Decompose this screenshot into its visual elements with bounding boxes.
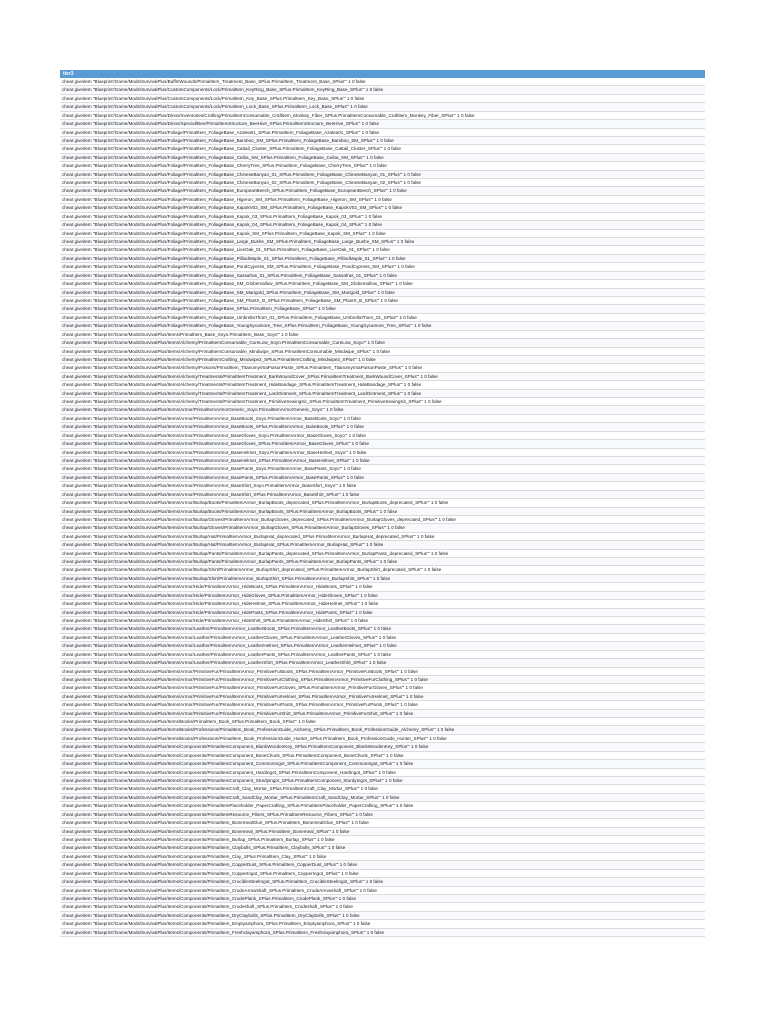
table-row[interactable]: cheat giveitem "Blueprint'/Game/Mods/SurvivalPlus/Items/Components/PrimalItem_Freshclayamphora_SPlus.PrimalItem_Freshclayamphora_SPlus'" 1 0 false [60,929,705,937]
table-row[interactable]: cheat giveitem "Blueprint'/Game/Mods/SurvivalPlus/Items/Armor/PrimitiveFur/PrimalItemArmor_PrimitiveFurGloves_SPlus.PrimalItemArmor_PrimitiveFurGloves_SPlus'" 1 0 false [60,684,705,692]
table-row[interactable]: cheat giveitem "Blueprint'/Game/Mods/SurvivalPlus/Foliage/PrimalItem_FoliageBase_SPlus.PrimalItem_FoliageBase_SPlus'" 1 0 false [60,305,705,313]
table-row[interactable]: cheat giveitem "Blueprint'/Game/Mods/SurvivalPlus/Items/Armor/Burlap/Boots/PrimalItemArmor_BurlapBoots_SPlus.PrimalItemArmor_BurlapBoots_SPlus'" 1 0 false [60,508,705,516]
table-row[interactable]: cheat giveitem "Blueprint'/Game/Mods/SurvivalPlus/CustomComponents/Lock/PrimalItem_KeyRing_Base_SPlus.PrimalItem_KeyRing_Base_SPlus'" 1 0 false [60,86,705,94]
table-row[interactable]: cheat giveitem "Blueprint'/Game/Mods/SurvivalPlus/Items/Components/PrimalItem_Clay_SPlus.PrimalItem_Clay_SPlus'" 1 0 false [60,853,705,861]
table-row[interactable]: cheat giveitem "Blueprint'/Game/Mods/SurvivalPlus/Foliage/PrimalItem_FoliageBase_Kapok_SM_SPlus.PrimalItem_FoliageBase_Kapok_SM_SPlus'" 1 0 false [60,230,705,238]
table-row[interactable]: cheat giveitem "Blueprint'/Game/Mods/SurvivalPlus/Items/Components/PrimalItem_CrudeArrowshaft_SPlus.PrimalItem_CrudeArrowshaft_SPlus'" 1 0 false [60,887,705,895]
table-row[interactable]: cheat giveitem "Blueprint'/Game/Mods/SurvivalPlus/Items/Armor/Leather/PrimalItemArmor_LeatherBoots_SPlus.PrimalItemArmor_LeatherBoots_SPlus'" 1 0 false [60,625,705,633]
table-row[interactable]: cheat giveitem "Blueprint'/Game/Mods/SurvivalPlus/Items/Armor/PrimalItemArmor_BaseShirt_SPlus.PrimalItemArmor_BaseShirt_SPlus'" 1 0 false [60,491,705,499]
table-row[interactable]: cheat giveitem "Blueprint'/Game/Mods/SurvivalPlus/Items/Armor/PrimalItemArmor_BaseHelmet_Soyo.PrimalItemArmor_BaseHelmet_Soyo'" 1 0 false [60,449,705,457]
table-row[interactable]: cheat giveitem "Blueprint'/Game/Mods/SurvivalPlus/Foliage/PrimalItem_FoliageBase_Cattail_Cluster_SPlus.PrimalItem_FoliageBase_Cattail_Cluster_SPlus'" 1 0 false [60,145,705,153]
table-row[interactable]: cheat giveitem "Blueprint'/Game/Mods/SurvivalPlus/Items/Armor/PrimalItemArmor_BaseGloves_Soyo.PrimalItemArmor_BaseGloves_Soyo'" 1 0 false [60,432,705,440]
table-row[interactable]: cheat giveitem "Blueprint'/Game/Mods/SurvivalPlus/Items/Components/PrimalItem_Bonemeal_SPlus.PrimalItem_Bonemeal_SPlus'" 1 0 false [60,828,705,836]
table-row[interactable]: cheat giveitem "Blueprint'/Game/Mods/SurvivalPlus/Items/Armor/Leather/PrimalItemArmor_LeatherHelmet_SPlus.PrimalItemArmor_LeatherHelmet_SPlus'" 1 0 false [60,642,705,650]
table-row[interactable]: cheat giveitem "Blueprint'/Game/Mods/SurvivalPlus/Foliage/PrimalItem_FoliageBase_Kapok_04_SPlus.PrimalItem_FoliageBase_Kapok_04_SPlus'" 1 0 false [60,221,705,229]
table-row[interactable]: cheat giveitem "Blueprint'/Game/Mods/SurvivalPlus/Foliage/PrimalItem_FoliageBase_SM_PlantX_B_SPlus.PrimalItem_FoliageBase_SM_PlantX_B_SPlus'" 1 0 false [60,297,705,305]
table-row[interactable]: cheat giveitem "Blueprint'/Game/Mods/SurvivalPlus/CustomComponents/Lock/PrimalItem_Lock_Base_SPlus.PrimalItem_Lock_Base_SPlus'" 1 0 false [60,103,705,111]
row-list [60,78,705,937]
table-row[interactable]: cheat giveitem "Blueprint'/Game/Mods/SurvivalPlus/Items/Armor/PrimitiveFur/PrimalItemArmor_PrimitiveFurBoots_SPlus.PrimalItemArmor_PrimitiveFurBoots_SPlus'" 1 0 false [60,668,705,676]
table-row[interactable]: cheat giveitem "Blueprint'/Game/Mods/SurvivalPlus/Foliage/PrimalItem_FoliageBase_SM_Marigold_SPlus.PrimalItem_FoliageBase_SM_Marigold_SPlus'" 1 0 false [60,289,705,297]
table-row[interactable]: cheat giveitem "Blueprint'/Game/Mods/SurvivalPlus/Items/Armor/Hide/PrimalItemArmor_HideGloves_SPlus.PrimalItemArmor_HideGloves_SPlus'" 1 0 false [60,592,705,600]
table-row[interactable]: cheat giveitem "Blueprint'/Game/Mods/SurvivalPlus/Items/Components/PrimalItem_CopperIngot_SPlus.PrimalItem_CopperIngot_SPlus'" 1 0 false [60,870,705,878]
table-row[interactable]: cheat giveitem "Blueprint'/Game/Mods/SurvivalPlus/Items/Armor/PrimalItemArmor_BaseHelmet_SPlus.PrimalItemArmor_BaseHelmet_SPlus'" 1 0 false [60,457,705,465]
table-row[interactable]: cheat giveitem "Blueprint'/Game/Mods/SurvivalPlus/Items/Armor/PrimalItemArmor_BaseBoots_Soyo.PrimalItemArmor_BaseBoots_Soyo'" 1 0 false [60,415,705,423]
table-row[interactable]: cheat giveitem "Blueprint'/Game/Mods/SurvivalPlus/Items/Alchemy/Treatments/PrimalItemTreatment_BarkWoundCover_SPlus.PrimalItemTreatment_BarkWoundCover_SPlus'" 1 0 false [60,373,705,381]
table-row[interactable]: cheat giveitem "Blueprint'/Game/Mods/SurvivalPlus/Items/Armor/PrimitiveFur/PrimalItemArmor_PrimitiveFurHelmet_SPlus.PrimalItemArmor_PrimitiveFurHelmet_SPlus'" 1 0 false [60,693,705,701]
table-row[interactable]: cheat giveitem "Blueprint'/Game/Mods/SurvivalPlus/Dinos/Inventories/Crafting/PrimalItemConsumable_Craftitem_Monkey_Fiber_SPlus.PrimalItemConsumable_Craftitem_Monkey_Fiber_SPlus'" 1 0 false [60,112,705,120]
table-row[interactable]: cheat giveitem "Blueprint'/Game/Mods/SurvivalPlus/Foliage/PrimalItem_FoliageBase_PondCypress_SM_SPlus.PrimalItem_FoliageBase_PondCypress_SM_SPlus'" 1 0 false [60,263,705,271]
table-row[interactable]: cheat giveitem "Blueprint'/Game/Mods/SurvivalPlus/Items/Armor/Hide/PrimalItemArmor_HideShirt_SPlus.PrimalItemArmor_HideShirt_SPlus'" 1 0 false [60,617,705,625]
table-row[interactable]: cheat giveitem "Blueprint'/Game/Mods/SurvivalPlus/CustomComponents/Lock/PrimalItem_Key_Base_SPlus.PrimalItem_Key_Base_SPlus'" 1 0 false [60,95,705,103]
table-row[interactable]: cheat giveitem "Blueprint'/Game/Mods/SurvivalPlus/Items/Armor/Burlap/Pants/PrimalItemArmor_BurlapPants_deprecated_SPlus.PrimalItemArmor_BurlapPants_deprecated_SPlus'" 1 0 false [60,550,705,558]
table-row[interactable]: cheat giveitem "Blueprint'/Game/Mods/SurvivalPlus/Items/Components/PrimalItemCraft_Clay_Mortar_SPlus.PrimalItemCraft_Clay_Mortar_SPlus'" 1 0 false [60,785,705,793]
table-row[interactable]: cheat giveitem "Blueprint'/Game/Mods/SurvivalPlus/Items/Armor/PrimitiveFur/PrimalItemArmor_PrimitiveFurClothing_SPlus.PrimalItemArmor_PrimitiveFurClothing_SPlus'" 1 0 false [60,676,705,684]
table-row[interactable]: cheat giveitem "Blueprint'/Game/Mods/SurvivalPlus/Foliage/PrimalItem_FoliageBase_YoungSycamore_Tree_SPlus.PrimalItem_FoliageBase_YoungSycamore_Tree_SPlus'" 1 0 false [60,322,705,330]
table-row[interactable]: cheat giveitem "Blueprint'/Game/Mods/SurvivalPlus/Items/Books/Professions/PrimalItem_Book_ProfessionGuide_Hunter_SPlus.PrimalItem_Book_ProfessionGuide_Hunter_SPlus'" 1 0 false [60,735,705,743]
table-row[interactable]: cheat giveitem "Blueprint'/Game/Mods/SurvivalPlus/Foliage/PrimalItem_FoliageBase_Bamboo_SM_SPlus.PrimalItem_FoliageBase_Bamboo_SM_SPlus'" 1 0 false [60,137,705,145]
table-row[interactable]: cheat giveitem "Blueprint'/Game/Mods/SurvivalPlus/Items/Armor/Burlap/Shirt/PrimalItemArmor_BurlapShirt_deprecated_SPlus.PrimalItemArmor_BurlapShirt_deprecated_SPlus'" 1 0 false [60,566,705,574]
table-row[interactable]: cheat giveitem "Blueprint'/Game/Mods/SurvivalPlus/Items/Alchemy/Treatments/PrimalItemTreatment_PrimitiveSewingKit_SPlus.PrimalItemTreatment_PrimitiveSewingKit_SPlus'" 1 0 false [60,398,705,406]
table-row[interactable]: cheat giveitem "Blueprint'/Game/Mods/SurvivalPlus/Foliage/PrimalItem_FoliageBase_Large_Bushe_SM_SPlus.PrimalItem_FoliageBase_Large_Bushe_SM_SPlus'" 1 0 false [60,238,705,246]
table-row[interactable]: cheat giveitem "Blueprint'/Game/Mods/SurvivalPlus/Foliage/PrimalItem_FoliageBase_Ceiba_SM_SPlus.PrimalItem_FoliageBase_Ceiba_SM_SPlus'" 1 0 false [60,154,705,162]
table-row[interactable]: cheat giveitem "Blueprint'/Game/Mods/SurvivalPlus/Items/Components/PrimalItem_Claybolls_SPlus.PrimalItem_Claybolls_SPlus'" 1 0 false [60,844,705,852]
table-row[interactable]: cheat giveitem "Blueprint'/Game/Mods/SurvivalPlus/Items/Components/PrimalItem_BonemealGlue_SPlus.PrimalItem_BonemealGlue_SPlus'" 1 0 false [60,819,705,827]
table-row[interactable]: cheat giveitem "Blueprint'/Game/Mods/SurvivalPlus/Foliage/PrimalItem_FoliageBase_SM_Globemallow_SPlus.PrimalItem_FoliageBase_SM_Globemallow_SPlus'" 1 0 false [60,280,705,288]
table-row[interactable]: cheat giveitem "Blueprint'/Game/Mods/SurvivalPlus/Buffs/Wounds/PrimalItem_Treatment_Base_SPlus.PrimalItem_Treatment_Base_SPlus'" 1 0 false [60,78,705,86]
table-row[interactable]: cheat giveitem "Blueprint'/Game/Mods/SurvivalPlus/Foliage/PrimalItem_FoliageBase_LiveOak_01_SPlus.PrimalItem_FoliageBase_LiveOak_01_SPlus'" 1 0 false [60,246,705,254]
table-row[interactable]: cheat giveitem "Blueprint'/Game/Mods/SurvivalPlus/Items/PrimalItem_Base_Soyo.PrimalItem_Base_Soyo'" 1 0 false [60,331,705,339]
table-row[interactable]: cheat giveitem "Blueprint'/Game/Mods/SurvivalPlus/Items/Alchemy/Treatments/PrimalItemTreatment_LardOintment_SPlus.PrimalItemTreatment_LardOintment_SPlus'" 1 0 false [60,390,705,398]
column-header[interactable]: tier3 [60,70,705,78]
table-row[interactable]: cheat giveitem "Blueprint'/Game/Mods/SurvivalPlus/Items/Armor/Burlap/Pants/PrimalItemArmor_BurlapPants_SPlus.PrimalItemArmor_BurlapPants_SPlus'" 1 0 false [60,558,705,566]
table-row[interactable]: cheat giveitem "Blueprint'/Game/Mods/SurvivalPlus/Foliage/PrimalItem_FoliageBase_CherryTree_SPlus.PrimalItem_FoliageBase_CherryTree_SPlus'" 1 0 false [60,162,705,170]
spreadsheet [60,70,705,937]
table-row[interactable]: cheat giveitem "Blueprint'/Game/Mods/SurvivalPlus/Items/Armor/PrimalItemArmor_BaseGloves_SPlus.PrimalItemArmor_BaseGloves_SPlus'" 1 0 false [60,440,705,448]
table-row[interactable]: cheat giveitem "Blueprint'/Game/Mods/SurvivalPlus/Foliage/PrimalItem_FoliageBase_PilliodMaple_01_SPlus.PrimalItem_FoliageBase_PilliodMaple_01_SPlus'" 1 0 false [60,255,705,263]
table-row[interactable]: cheat giveitem "Blueprint'/Game/Mods/SurvivalPlus/Items/Armor/Burlap/Shirt/PrimalItemArmor_BurlapShirt_SPlus.PrimalItemArmor_BurlapShirt_SPlus'" 1 0 false [60,575,705,583]
table-row[interactable]: cheat giveitem "Blueprint'/Game/Mods/SurvivalPlus/Foliage/PrimalItem_FoliageBase_EuropeanBeech_SPlus.PrimalItem_FoliageBase_EuropeanBeech_SPlus'" 1 0 false [60,187,705,195]
table-row[interactable]: cheat giveitem "Blueprint'/Game/Mods/SurvivalPlus/Items/Components/PrimalItemComponent_SturdyIngot_SPlus.PrimalItemComponent_SturdyIngot_SPlus'" 1 0 false [60,777,705,785]
table-row[interactable]: cheat giveitem "Blueprint'/Game/Mods/SurvivalPlus/Items/Alchemy/PrimalItemConsumable_Mindwipe_SPlus.PrimalItemConsumable_Mindwipe_SPlus'" 1 0 false [60,348,705,356]
table-row[interactable]: cheat giveitem "Blueprint'/Game/Mods/SurvivalPlus/Items/Components/PrimalItemComponent_HardIngot_SPlus.PrimalItemComponent_HardIngot_SPlus'" 1 0 false [60,769,705,777]
table-row[interactable]: cheat giveitem "Blueprint'/Game/Mods/SurvivalPlus/Items/Armor/Hide/PrimalItemArmor_HidePants_SPlus.PrimalItemArmor_HidePants_SPlus'" 1 0 false [60,609,705,617]
table-row[interactable]: cheat giveitem "Blueprint'/Game/Mods/SurvivalPlus/Items/Components/PrimalItemComponent_CommonIngot_SPlus.PrimalItemComponent_CommonIngot_SPlus'" 1 0 false [60,760,705,768]
table-row[interactable]: cheat giveitem "Blueprint'/Game/Mods/SurvivalPlus/Items/Armor/PrimalItemArmor_BaseBoots_SPlus.PrimalItemArmor_BaseBoots_SPlus'" 1 0 false [60,423,705,431]
table-row[interactable]: cheat giveitem "Blueprint'/Game/Mods/SurvivalPlus/Items/Alchemy/Poisons/PrimalItem_TitanomyrmaPoisonPaste_SPlus.PrimalItem_TitanomyrmaPoisonPaste_SPlus'" 1 0 false [60,364,705,372]
table-row[interactable]: cheat giveitem "Blueprint'/Game/Mods/SurvivalPlus/Items/Components/PrimalItem_CrudePlank_SPlus.PrimalItem_CrudePlank_SPlus'" 1 0 false [60,895,705,903]
table-row[interactable]: cheat giveitem "Blueprint'/Game/Mods/SurvivalPlus/Items/Components/PrimalItem_Burlap_SPlus.PrimalItem_Burlap_SPlus'" 1 0 false [60,836,705,844]
table-row[interactable]: cheat giveitem "Blueprint'/Game/Mods/SurvivalPlus/Items/Armor/PrimitiveFur/PrimalItemArmor_PrimitiveFurPants_SPlus.PrimalItemArmor_PrimitiveFurPants_SPlus'" 1 0 false [60,701,705,709]
table-row[interactable]: cheat giveitem "Blueprint'/Game/Mods/SurvivalPlus/Items/Books/Professions/PrimalItem_Book_ProfessionGuide_Alchemy_SPlus.PrimalItem_Book_ProfessionGuide_Alchemy_SPlus'" 1 0 false [60,726,705,734]
table-row[interactable]: cheat giveitem "Blueprint'/Game/Mods/SurvivalPlus/Items/Components/PrimalItemResource_Fibers_SPlus.PrimalItemResource_Fibers_SPlus'" 1 0 false [60,811,705,819]
table-row[interactable]: cheat giveitem "Blueprint'/Game/Mods/SurvivalPlus/Items/Armor/PrimalItemArmor_BasePants_Soyo.PrimalItemArmor_BasePants_Soyo'" 1 0 false [60,465,705,473]
table-row[interactable]: cheat giveitem "Blueprint'/Game/Mods/SurvivalPlus/Items/Armor/Burlap/Hat/PrimalItemArmor_BurlapHat_deprecated_SPlus.PrimalItemArmor_BurlapHat_deprecated_SPlus'" 1 0 false [60,533,705,541]
table-row[interactable]: cheat giveitem "Blueprint'/Game/Mods/SurvivalPlus/Items/Armor/Burlap/Boots/PrimalItemArmor_BurlapBoots_deprecated_SPlus.PrimalItemArmor_BurlapBoots_deprecated_SPlus'" 1 0 false [60,499,705,507]
table-row[interactable]: cheat giveitem "Blueprint'/Game/Mods/SurvivalPlus/Foliage/PrimalItem_FoliageBase_Higeron_SM_SPlus.PrimalItem_FoliageBase_Higeron_SM_SPlus'" 1 0 false [60,196,705,204]
table-row[interactable]: cheat giveitem "Blueprint'/Game/Mods/SurvivalPlus/Items/Armor/Burlap/Gloves/PrimalItemArmor_BurlapGloves_SPlus.PrimalItemArmor_BurlapGloves_SPlus'" 1 0 false [60,524,705,532]
table-row[interactable]: cheat giveitem "Blueprint'/Game/Mods/SurvivalPlus/Items/Armor/PrimalItemArmor_BasePants_SPlus.PrimalItemArmor_BasePants_SPlus'" 1 0 false [60,474,705,482]
table-row[interactable]: cheat giveitem "Blueprint'/Game/Mods/SurvivalPlus/Items/Components/PrimalItem_Crudeshaft_SPlus.PrimalItem_Crudeshaft_SPlus'" 1 0 false [60,903,705,911]
table-row[interactable]: cheat giveitem "Blueprint'/Game/Mods/SurvivalPlus/Foliage/PrimalItem_FoliageBase_ChineseBanyan_02_SPlus.PrimalItem_FoliageBase_ChineseBanyan_02_SPlus'" 1 0 false [60,179,705,187]
table-row[interactable]: cheat giveitem "Blueprint'/Game/Mods/SurvivalPlus/Items/Components/PrimalItem_CrucibleSteelIngot_SPlus.PrimalItem_CrucibleSteelIngot_SPlus'" 1 0 false [60,878,705,886]
table-row[interactable]: cheat giveitem "Blueprint'/Game/Mods/SurvivalPlus/Items/Components/PrimalItem_CopperDust_SPlus.PrimalItem_CopperDust_SPlus'" 1 0 false [60,861,705,869]
table-row[interactable]: cheat giveitem "Blueprint'/Game/Mods/SurvivalPlus/Items/Armor/Leather/PrimalItemArmor_LeatherShirt_SPlus.PrimalItemArmor_LeatherShirt_SPlus'" 1 0 false [60,659,705,667]
table-row[interactable]: cheat giveitem "Blueprint'/Game/Mods/SurvivalPlus/Items/Armor/Leather/PrimalItemArmor_LeatherPants_SPlus.PrimalItemArmor_LeatherPants_SPlus'" 1 0 false [60,651,705,659]
table-row[interactable]: cheat giveitem "Blueprint'/Game/Mods/SurvivalPlus/Dinos/Special/Bee/PrimalItemStructure_BeeHive_SPlus.PrimalItemStructure_BeeHive_SPlus'" 1 0 false [60,120,705,128]
table-row[interactable]: cheat giveitem "Blueprint'/Game/Mods/SurvivalPlus/Foliage/PrimalItem_FoliageBase_Azalea01_SPlus.PrimalItem_FoliageBase_Azalea01_SPlus'" 1 0 false [60,129,705,137]
table-row[interactable]: cheat giveitem "Blueprint'/Game/Mods/SurvivalPlus/Items/Armor/PrimalItemArmor_BaseShirt_Soyo.PrimalItemArmor_BaseShirt_Soyo'" 1 0 false [60,482,705,490]
table-row[interactable]: cheat giveitem "Blueprint'/Game/Mods/SurvivalPlus/Items/Alchemy/PrimalItemCrafting_Mindwipe2_SPlus.PrimalItemCrafting_Mindwipe2_SPlus'" 1 0 false [60,356,705,364]
table-row[interactable]: cheat giveitem "Blueprint'/Game/Mods/SurvivalPlus/Foliage/PrimalItem_FoliageBase_Kapok_03_SPlus.PrimalItem_FoliageBase_Kapok_03_SPlus'" 1 0 false [60,213,705,221]
table-row[interactable]: cheat giveitem "Blueprint'/Game/Mods/SurvivalPlus/Items/Alchemy/Treatments/PrimalItemTreatment_HideBandage_SPlus.PrimalItemTreatment_HideBandage_SPlus'" 1 0 false [60,381,705,389]
table-row[interactable]: cheat giveitem "Blueprint'/Game/Mods/SurvivalPlus/Items/Alchemy/PrimalItemConsumable_CureLow_Soyo.PrimalItemConsumable_CureLow_Soyo'" 1 0 false [60,339,705,347]
table-row[interactable]: cheat giveitem "Blueprint'/Game/Mods/SurvivalPlus/Foliage/PrimalItem_FoliageBase_Sassafras_01_SPlus.PrimalItem_FoliageBase_Sassafras_01_SPlus'" 1 0 false [60,272,705,280]
table-row[interactable]: cheat giveitem "Blueprint'/Game/Mods/SurvivalPlus/Items/Components/PrimalItemCraft_SandClay_Mortar_SPlus.PrimalItemCraft_SandClay_Mortar_SPlus'" 1 0 false [60,794,705,802]
table-row[interactable]: cheat giveitem "Blueprint'/Game/Mods/SurvivalPlus/Items/Armor/Hide/PrimalItemArmor_HideBoots_SPlus.PrimalItemArmor_HideBoots_SPlus'" 1 0 false [60,583,705,591]
table-row[interactable]: cheat giveitem "Blueprint'/Game/Mods/SurvivalPlus/Items/Armor/Leather/PrimalItemArmor_LeatherGloves_SPlus.PrimalItemArmor_LeatherGloves_SPlus'" 1 0 false [60,634,705,642]
table-row[interactable]: cheat giveitem "Blueprint'/Game/Mods/SurvivalPlus/Items/Books/PrimalItem_Book_SPlus.PrimalItem_Book_SPlus'" 1 0 false [60,718,705,726]
table-row[interactable]: cheat giveitem "Blueprint'/Game/Mods/SurvivalPlus/Items/Armor/Hide/PrimalItemArmor_HideHelmet_SPlus.PrimalItemArmor_HideHelmet_SPlus'" 1 0 false [60,600,705,608]
table-row[interactable]: cheat giveitem "Blueprint'/Game/Mods/SurvivalPlus/Items/Armor/PrimitiveFur/PrimalItemArmor_PrimitiveFurShirt_SPlus.PrimalItemArmor_PrimitiveFurShirt_SPlus'" 1 0 false [60,710,705,718]
table-row[interactable]: cheat giveitem "Blueprint'/Game/Mods/SurvivalPlus/Items/Components/PrimalItem_DryClaybolls_SPlus.PrimalItem_DryClaybolls_SPlus'" 1 0 false [60,912,705,920]
table-row[interactable]: cheat giveitem "Blueprint'/Game/Mods/SurvivalPlus/Items/Armor/Burlap/Gloves/PrimalItemArmor_BurlapGloves_deprecated_SPlus.PrimalItemArmor_BurlapGloves_deprecated_SPlus'" 1 0 false [60,516,705,524]
table-row[interactable]: cheat giveitem "Blueprint'/Game/Mods/SurvivalPlus/Items/Armor/Burlap/Hat/PrimalItemArmor_BurlapHat_SPlus.PrimalItemArmor_BurlapHat_SPlus'" 1 0 false [60,541,705,549]
table-row[interactable]: cheat giveitem "Blueprint'/Game/Mods/SurvivalPlus/Items/Components/PrimalItemComponent_BlankWoodenKey_SPlus.PrimalItemComponent_BlankWoodenKey_SPlus'" 1 0 false [60,743,705,751]
table-row[interactable]: cheat giveitem "Blueprint'/Game/Mods/SurvivalPlus/Foliage/PrimalItem_FoliageBase_KapokV02_SM_SPlus.PrimalItem_FoliageBase_KapokV02_SM_SPlus'" 1 0 false [60,204,705,212]
table-row[interactable]: cheat giveitem "Blueprint'/Game/Mods/SurvivalPlus/Foliage/PrimalItem_FoliageBase_ChineseBanyan_01_SPlus.PrimalItem_FoliageBase_ChineseBanyan_01_SPlus'" 1 0 false [60,171,705,179]
table-row[interactable]: cheat giveitem "Blueprint'/Game/Mods/SurvivalPlus/Items/Components/PrimalItemPlaceholder_PaperCrafting_SPlus.PrimalItemPlaceholder_PaperCrafting_SPlus'" 1 0 false [60,802,705,810]
table-row[interactable]: cheat giveitem "Blueprint'/Game/Mods/SurvivalPlus/Items/Components/PrimalItemComponent_BoneChunk_SPlus.PrimalItemComponent_BoneChunk_SPlus'" 1 0 false [60,752,705,760]
table-row[interactable]: cheat giveitem "Blueprint'/Game/Mods/SurvivalPlus/Foliage/PrimalItem_FoliageBase_UmbrellaThorn_01_SPlus.PrimalItem_FoliageBase_UmbrellaThorn_01_SPlus'" 1 0 false [60,314,705,322]
table-row[interactable]: cheat giveitem "Blueprint'/Game/Mods/SurvivalPlus/Items/Armor/PrimalItemArmorGeneric_Soyo.PrimalItemArmorGeneric_Soyo'" 1 0 false [60,406,705,414]
table-row[interactable]: cheat giveitem "Blueprint'/Game/Mods/SurvivalPlus/Items/Components/PrimalItem_Emptyamphora_SPlus.PrimalItem_Emptyamphora_SPlus'" 1 0 false [60,920,705,928]
